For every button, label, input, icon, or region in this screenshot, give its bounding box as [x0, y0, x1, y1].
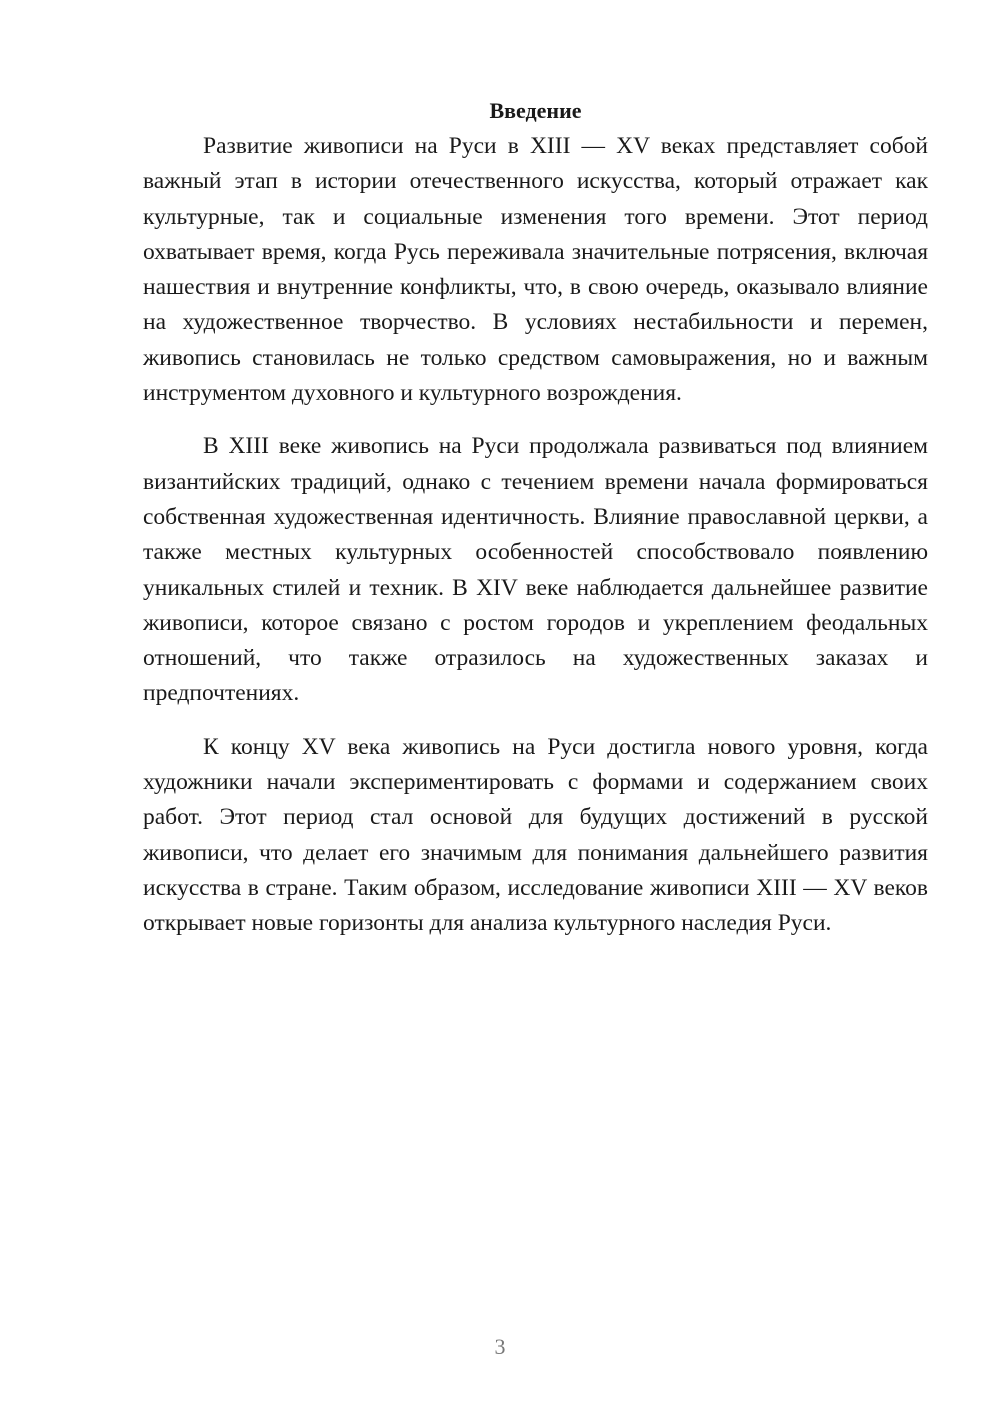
- paragraph-3: К концу XV века живопись на Руси достигла нового уровня, когда художники начали экспериментировать с формами и содержанием своих работ. Этот период стал основой для будущих достижений в русской живописи, что делает его значимым для понимания дальнейшего развития искусства в стране. Таким образом, исследование живописи XIII — XV веков открывает новые горизонты для анализа культурного наследия Руси.: [143, 733, 928, 937]
- paragraph-2: В XIII веке живопись на Руси продолжала развиваться под влиянием византийских традиций, однако с течением времени начала формироваться собственная художественная идентичность. Влияние православной церкви, а также местных культурных особенностей способствовало появлению уникальных стилей и техник. В XIV веке наблюдается дальнейшее развитие живописи, которое связано с ростом городов и укреплением феодальных отношений, что также отразилось на художественных заказах и предпочтениях.: [143, 433, 928, 707]
- paragraph-1: Развитие живописи на Руси в XIII — XV веках представляет собой важный этап в истории отечественного искусства, который отражает как культурные, так и социальные изменения того времени. Этот период охватывает время, когда Русь переживала значительные потрясения, включая нашествия и внутренние конфликты, что, в свою очередь, оказывало влияние на художественное творчество. В условиях нестабильности и перемен, живопись становилась не только средством самовыражения, но и важным инструментом духовного и культурного возрождения.: [143, 133, 928, 407]
- document-page: [143, 95, 928, 942]
- section-heading: Введение: [489, 98, 582, 123]
- page-number: 3: [494, 1334, 506, 1359]
